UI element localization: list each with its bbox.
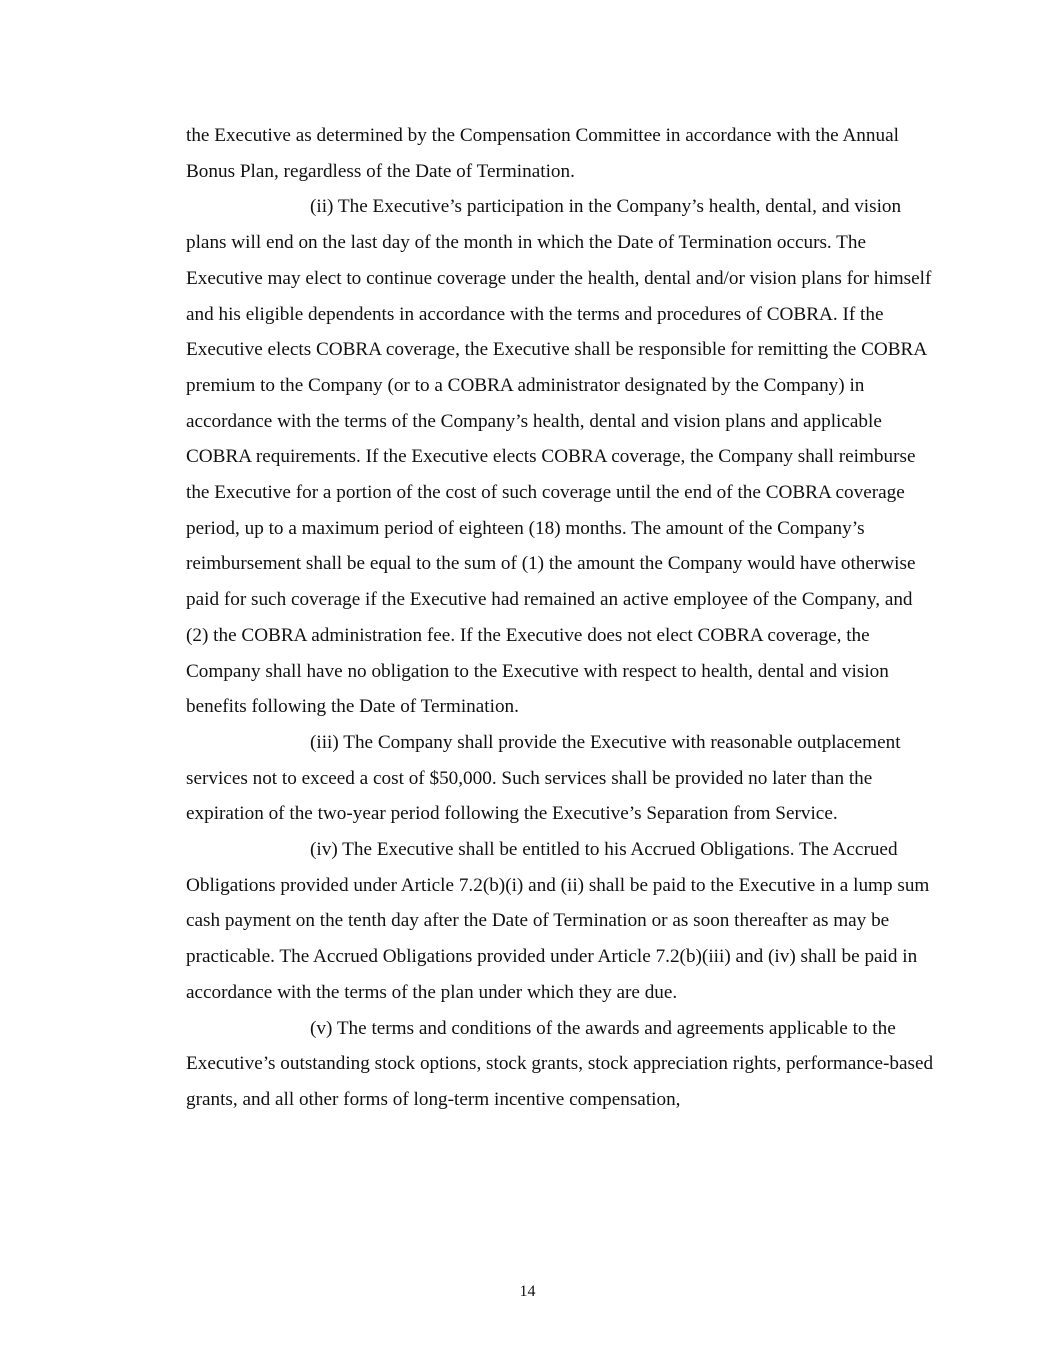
paragraph-ii-health-benefits: (ii) The Executive’s participation in the Company’s health, dental, and vision plans will end on the last day of the month in which the Date of Termination occurs. The Executive may elect to continue coverage under the health, dental and/or vision plans for himself and his eligible dependents in accordance with the terms and procedures of COBRA. If the Executive elects COBRA coverage, the Executive shall be responsible for remitting the COBRA premium to the Company (or to a COBRA administrator designated by the Company) in accordance with the terms of the Company’s health, dental and vision plans and applicable COBRA requirements. If the Executive elects COBRA coverage, the Company shall reimburse the Executive for a portion of the cost of such coverage until the end of the COBRA coverage period, up to a maximum period of eighteen (18) months. The amount of the Company’s reimbursement shall be equal to the sum of (1) the amount the Company would have otherwise paid for such coverage if the Executive had remained an active employee of the Company, and (2) the COBRA administration fee. If the Executive does not elect COBRA coverage, the Company shall have no obligation to the Executive with respect to health, dental and vision benefits following the Date of Termination. [186,196,932,718]
paragraph-iii-outplacement: (iii) The Company shall provide the Executive with reasonable outplacement services not to exceed a cost of $50,000. Such services shall be provided no later than the expiration of the two-year period following the Executive’s Separation from Service. [186,731,901,825]
document-body [186,118,936,1118]
paragraph-iv-accrued-obligations: (iv) The Executive shall be entitled to his Accrued Obligations. The Accrued Obligations provided under Article 7.2(b)(i) and (ii) shall be paid to the Executive in a lump sum cash payment on the tenth day after the Date of Termination or as soon thereafter as may be practicable. The Accrued Obligations provided under Article 7.2(b)(iii) and (iv) shall be paid in accordance with the terms of the plan under which they are due. [186,839,930,1003]
paragraph-v-incentive-awards: (v) The terms and conditions of the awards and agreements applicable to the Executive’s outstanding stock options, stock grants, stock appreciation rights, performance-based grants, and all other forms of long-term incentive compensation, [186,1017,934,1110]
page-number: 14 [519,1283,536,1300]
paragraph-continuation: the Executive as determined by the Compensation Committee in accordance with the Annual Bonus Plan, regardless of the Date of Termination. [186,125,899,182]
